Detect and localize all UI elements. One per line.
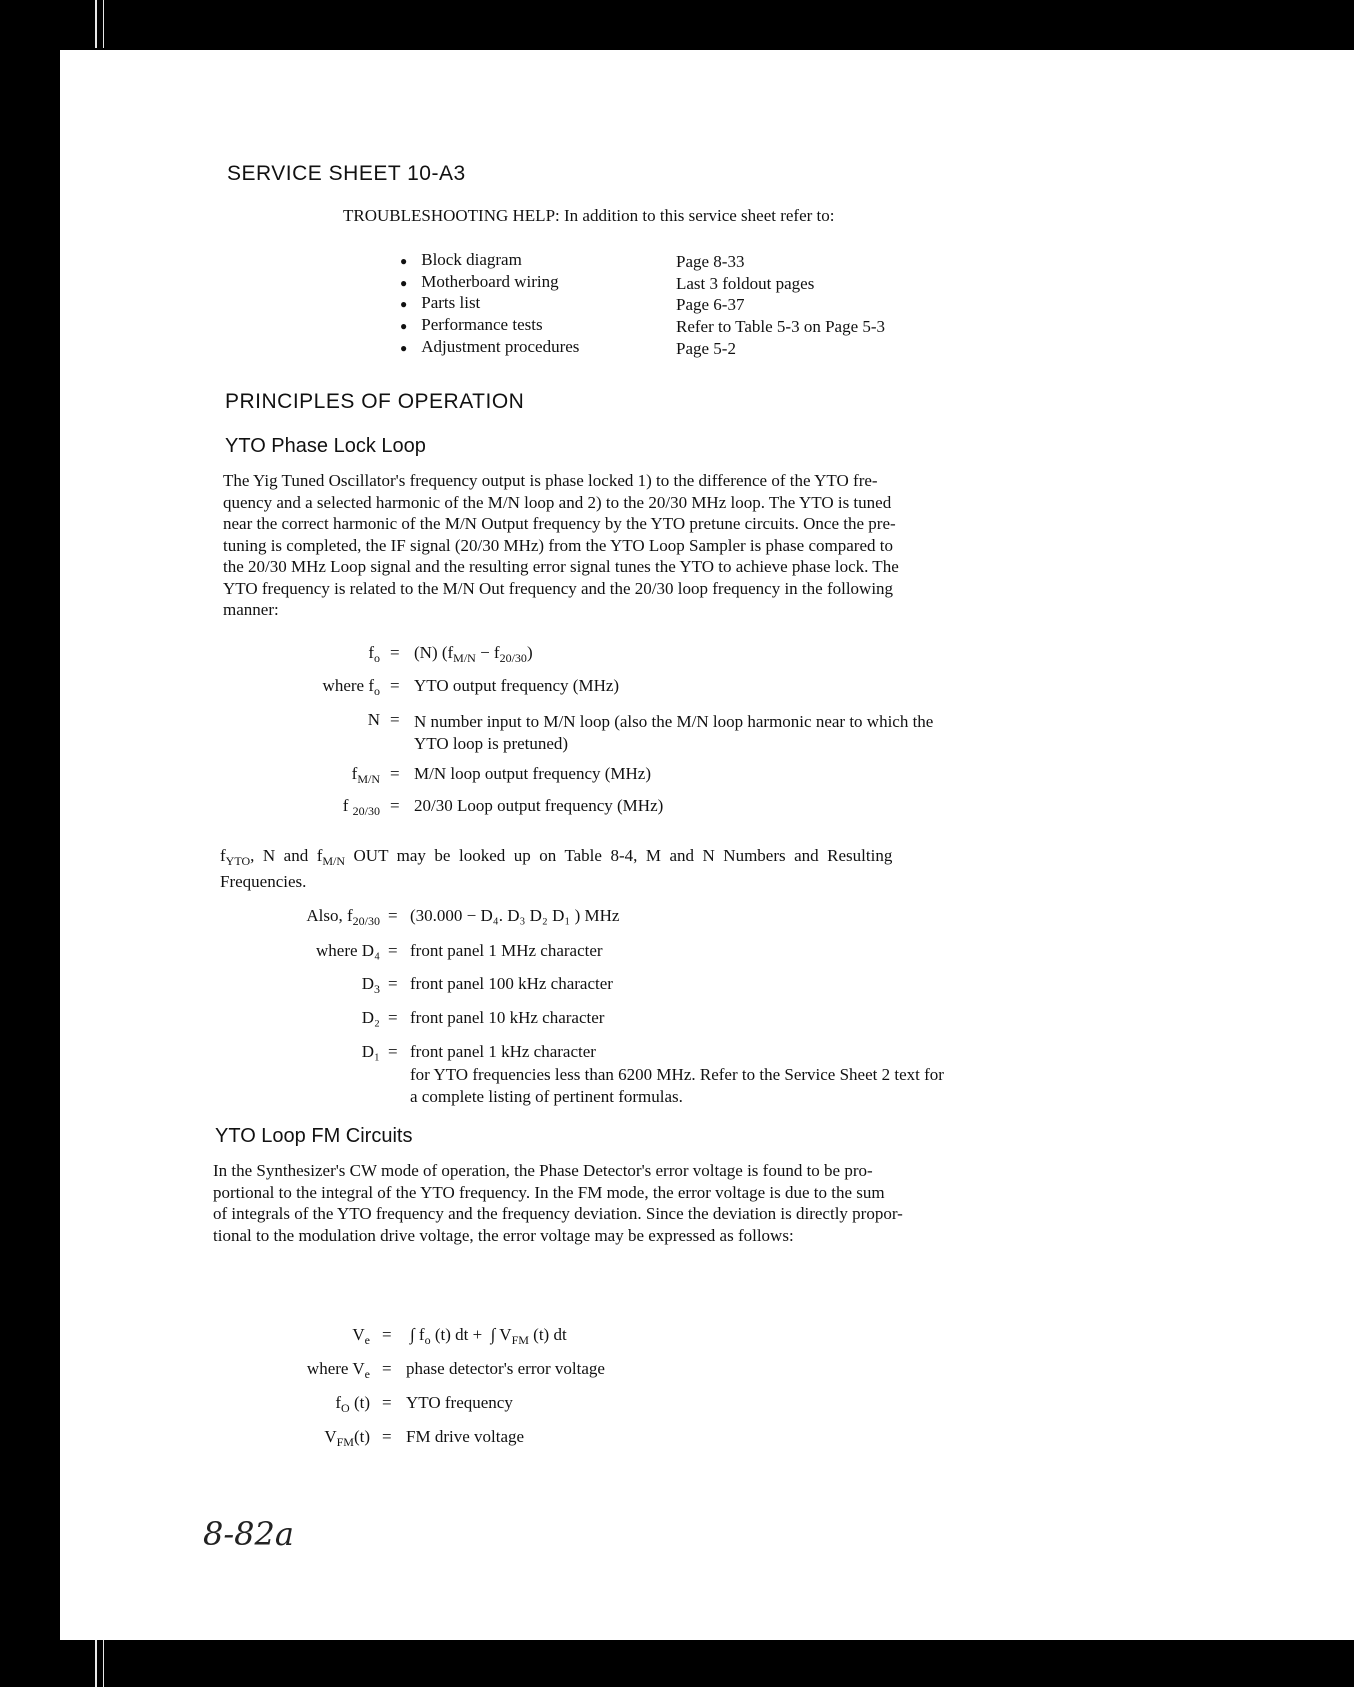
help-item: ● Adjustment procedures: [400, 337, 580, 356]
also-f2030: Also, $f_{20/30}$: [306, 906, 380, 928]
d3-symbol: $D_3$: [361, 974, 380, 996]
eq-equals: =: [388, 906, 398, 925]
scan-mark: [103, 0, 104, 48]
pll-paragraph: The Yig Tuned Oscillator's frequency output is phase locked 1) to the difference of the YTO fre- quency and a selected harmonic of the M/N loop and 2) to the 20/30 MHz loop. The YTO is tuned near the correct harmonic of the M/N Output frequency by the YTO pretune circuits. Once the pre- tuning is completed, the IF signal (20/30 MHz) from the YTO Loop Sampler is phase compared to the 20/30 MHz Loop signal and the resulting error signal tunes the YTO to achieve phase lock. The YTO frequency is related to the M/N Out frequency and the 20/30 loop frequency in the following manner:: [223, 471, 899, 619]
fm-paragraph: In the Synthesizer's CW mode of operation, the Phase Detector's error voltage is found to be pro- portional to the integral of the YTO frequency. In the FM mode, the error voltage is due to the sum of integrals of the YTO frequency and the frequency deviation. Since the deviation is directly propor- tional to the modulation drive voltage, the error voltage may be expressed as follows:: [213, 1161, 903, 1245]
help-item: ● Performance tests: [400, 315, 543, 334]
d4-def: front panel 1 MHz character: [410, 941, 603, 960]
bullet-icon: ●: [400, 254, 408, 268]
eq-rhs: (N) $(f_{M/N} - f_{20/30})$: [414, 643, 533, 665]
eq-equals: =: [388, 1042, 398, 1061]
document-page: [60, 50, 1354, 1640]
help-item-ref: Page 5-2: [676, 339, 736, 358]
bullet-icon: ●: [400, 276, 408, 290]
where-fo-def: YTO output frequency (MHz): [414, 676, 620, 695]
bullet-icon: ●: [400, 319, 408, 333]
d1-def: front panel 1 kHz character: [410, 1042, 596, 1061]
d2-def: front panel 10 kHz character: [410, 1008, 605, 1027]
eq-lhs: $f_o$: [368, 643, 380, 665]
bullet-icon: ●: [400, 297, 408, 311]
eq-equals: =: [390, 676, 400, 695]
eq-equals: =: [382, 1359, 392, 1378]
eq-equals: =: [390, 796, 400, 815]
fo-t-symbol: $f_O$ (t): [335, 1393, 370, 1415]
d3-def: front panel 100 kHz character: [410, 974, 613, 993]
section-heading: PRINCIPLES OF OPERATION: [225, 390, 525, 413]
eq-equals: =: [388, 974, 398, 993]
d1-symbol: D₁: [361, 1042, 380, 1061]
d2-symbol: D₂: [361, 1008, 380, 1027]
n-def: N number input to M/N loop (also the M/N loop harmonic near to which the: [414, 712, 934, 731]
help-item-ref: Page 8-33: [676, 252, 745, 271]
help-item: ● Parts list: [400, 293, 481, 312]
ve-symbol: $V_e$: [352, 1325, 370, 1347]
help-intro: TROUBLESHOOTING HELP: In addition to this service sheet refer to:: [343, 206, 835, 225]
scan-mark: [95, 1640, 97, 1687]
fo-t-def: YTO frequency: [406, 1393, 513, 1412]
eq-equals: =: [388, 1008, 398, 1027]
fmn-symbol: $f_{M/N}$: [351, 764, 380, 786]
f2030-symbol: f $_{20/30}$: [342, 796, 380, 818]
bullet-icon: ●: [400, 341, 408, 355]
subsection-heading: YTO Phase Lock Loop: [225, 435, 426, 457]
fmn-def: M/N loop output frequency (MHz): [414, 764, 652, 783]
lookup-line-2: Frequencies.: [220, 872, 307, 891]
eq-equals: =: [390, 764, 400, 783]
help-item-ref: Page 6-37: [676, 295, 745, 314]
help-item: ● Block diagram: [400, 250, 522, 269]
n-symbol: N: [367, 710, 380, 729]
page-number: 8-82a: [203, 1515, 294, 1553]
n-def-cont: YTO loop is pretuned): [414, 734, 569, 753]
eq-equals: =: [390, 710, 400, 729]
eq-equals: =: [382, 1393, 392, 1412]
eq-equals: =: [388, 941, 398, 960]
eq-equals: =: [382, 1427, 392, 1446]
subsection-heading: YTO Loop FM Circuits: [215, 1125, 413, 1147]
help-item: ● Motherboard wiring: [400, 272, 559, 291]
ve-rhs: ∫ $f_o$ (t) dt + ∫ $V_{FM}$ (t) dt: [410, 1325, 567, 1347]
sheet-title: SERVICE SHEET 10-A3: [227, 162, 466, 185]
help-item-ref: Refer to Table 5-3 on Page 5-3: [676, 317, 886, 336]
lookup-line: $f_{YTO}$, N and $f_{M/N}$ OUT may be looked up on Table 8-4, M and N Numbers and Resulting: [220, 846, 893, 868]
eq-equals: =: [390, 643, 400, 662]
d1-note: for YTO frequencies less than 6200 MHz. Refer to the Service Sheet 2 text for: [410, 1065, 944, 1084]
where-fo: where $f_o$: [322, 676, 380, 698]
d4-symbol: where D₄: [316, 941, 380, 960]
d1-note-cont: a complete listing of pertinent formulas.: [410, 1087, 683, 1106]
also-rhs: (30.000 − D₄. D₃ D₂ D₁ ) MHz: [410, 906, 620, 925]
f2030-def: 20/30 Loop output frequency (MHz): [414, 796, 664, 815]
scan-mark: [95, 0, 97, 48]
scan-mark: [103, 1640, 104, 1687]
vfm-symbol: $V_{FM}(t)$: [324, 1427, 370, 1449]
vfm-def: FM drive voltage: [406, 1427, 525, 1446]
help-item-ref: Last 3 foldout pages: [676, 274, 815, 293]
where-ve: where $V_e$: [306, 1359, 370, 1381]
where-ve-def: phase detector's error voltage: [406, 1359, 605, 1378]
eq-equals: =: [382, 1325, 392, 1344]
